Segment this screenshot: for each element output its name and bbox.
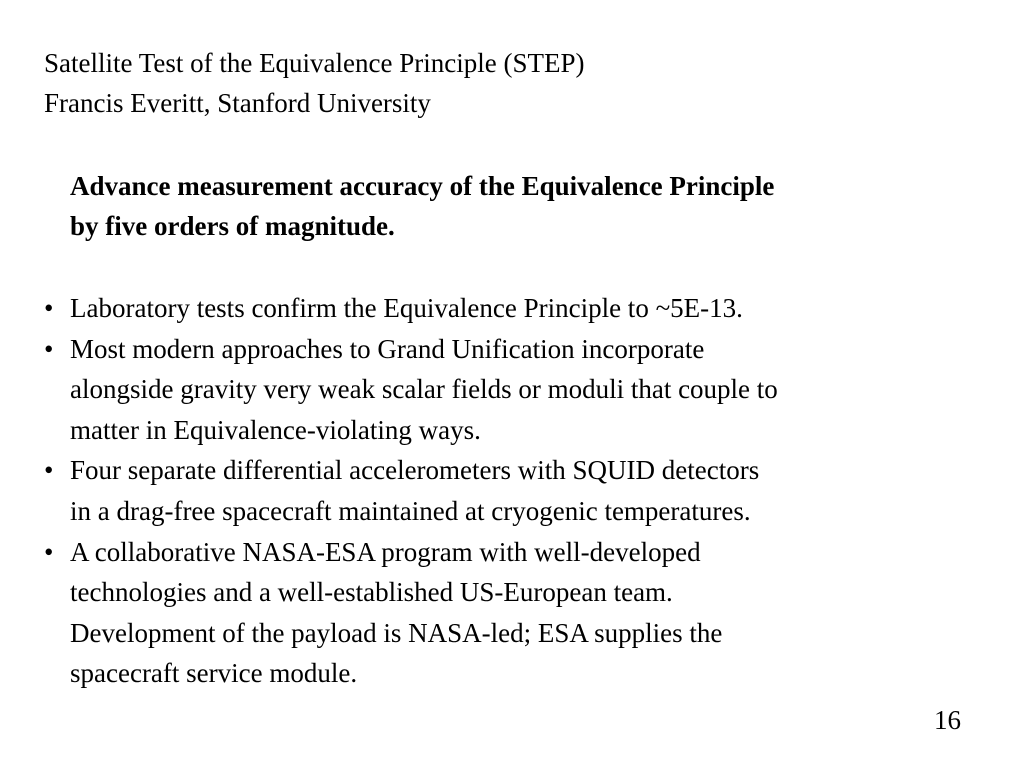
- bullet-line: Laboratory tests confirm the Equivalence Principle to ~5E-13.: [70, 293, 743, 323]
- bullet-line: technologies and a well-established US-European team.: [70, 577, 673, 608]
- bullet-line: Development of the payload is NASA-led; ESA supplies the: [70, 617, 723, 648]
- bullet-item-1: [44, 288, 984, 329]
- bullet-icon: •: [44, 333, 54, 364]
- bullet-line: spacecraft service module.: [70, 658, 358, 689]
- bullet-item-4: [44, 532, 984, 694]
- bullet-item-3: [44, 450, 984, 531]
- objective-line-1: Advance measurement accuracy of the Equivalence Principle: [70, 171, 775, 201]
- bullet-line: matter in Equivalence-violating ways.: [70, 414, 481, 445]
- slide-title: Satellite Test of the Equivalence Principle (STEP): [44, 48, 585, 78]
- bullet-line: alongside gravity very weak scalar fields or moduli that couple to: [70, 374, 778, 405]
- bullet-icon: •: [44, 536, 54, 567]
- slide-author: Francis Everitt, Stanford University: [44, 88, 431, 118]
- page-number: 16: [934, 705, 961, 735]
- bullet-line: Four separate differential accelerometers with SQUID detectors: [70, 455, 760, 486]
- bullet-line: Most modern approaches to Grand Unification incorporate: [70, 333, 705, 364]
- bullet-line: in a drag-free spacecraft maintained at cryogenic temperatures.: [70, 495, 751, 526]
- bullet-list: [44, 288, 984, 694]
- slide-header: [44, 43, 584, 123]
- bullet-item-2: [44, 329, 984, 451]
- bullet-line: A collaborative NASA-ESA program with well-developed: [70, 536, 701, 567]
- objective-line-2: by five orders of magnitude.: [70, 211, 395, 241]
- bullet-icon: •: [44, 293, 54, 323]
- objective-statement: [70, 166, 990, 246]
- bullet-icon: •: [44, 455, 54, 486]
